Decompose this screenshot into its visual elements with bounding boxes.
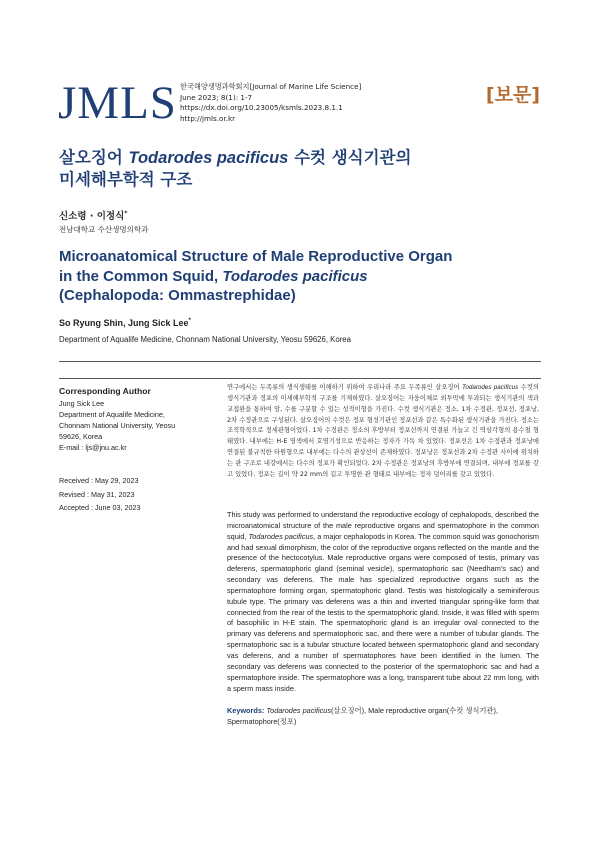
en-abs-p2: , a major cephalopods in Korea. The common squid was gonochorism and had sexual dimorphism, the color of the reproductive organs reflected on the mantle and the presence of the hectocotylus. Male reproductive organs were composed of testis, primary vas deferens, spermatophoric gland (seminal vesicle), spermatophoric sac (Needham's sac) and secondary vas deferens. The male has specialized reproductive organs such as the spermatophore forming organ, spermatophoric gland. Testis was histologically a seminiferous tubule type. The primary vas deferens was a thin and inverted triangular spring-like form that connected from the rear of the testis to the spermatophoric gland. Inside, it was filled with sperm of basophilic in H-E stain. The spermatophoric gland is an irregular oval connected to the primary vas deferens and spermatophoric sac, and there were a number of tubular glands. The spermatophoric sac is a tubular structure located between spermatophoric gland and secondary vas deferens, and a number of spermatophores have been identified in the lumen. The secondary vas deferens was connected to the posterior of the spermatophoric sac and had a spermatophore inside. The spermatophore was a long, transparent tube about 22 mm long, with a sperm mass inside.	[227, 531, 539, 693]
en-author-names: So Ryung Shin, Jung Sick Lee	[59, 318, 189, 328]
section-divider	[59, 361, 541, 362]
ko-title-species: Todarodes pacificus	[128, 149, 289, 167]
issue-info: June 2023; 8(1): 1-7	[180, 92, 253, 102]
ko-title-line2: 미세해부학적 구조	[59, 170, 193, 189]
dates-block	[59, 474, 141, 515]
korean-title	[59, 147, 411, 191]
en-title-species: Todarodes pacificus	[222, 267, 368, 285]
section-divider-2	[59, 378, 541, 379]
en-abs-species: Todarodes pacificus	[248, 531, 314, 541]
keywords-label: Keywords:	[227, 706, 265, 715]
revised-date: Revised : May 31, 2023	[59, 489, 135, 499]
ko-title-prefix: 살오징어	[59, 148, 129, 167]
journal-url[interactable]: http://jmls.or.kr	[180, 113, 236, 123]
journal-name: 한국해양생명과학회지[Journal of Marine Life Science]	[180, 82, 362, 91]
en-corresponding-mark: *	[188, 318, 191, 324]
journal-logo: JMLS	[58, 77, 177, 129]
accepted-date: Accepted : June 03, 2023	[59, 503, 141, 513]
corr-name: Jung Sick Lee	[59, 399, 105, 408]
correspondence-block	[59, 399, 175, 454]
ko-title-suffix: 수컷 생식기관의	[288, 148, 412, 167]
english-title	[59, 247, 452, 306]
corresponding-heading: Corresponding Author	[59, 386, 151, 396]
corr-dept: Department of Aqualife Medicine,	[59, 409, 165, 419]
ko-author-names: 신소령 · 이정식	[59, 211, 125, 222]
en-abs-p1: This study was performed to understand the reproductive ecology of cephalopods, described the microanatomical structure of the male reproductive organs and spermatophore in the common squid,	[227, 510, 539, 541]
english-affiliation: Department of Aqualife Medicine, Chonnam National University, Yeosu 59626, Korea	[59, 335, 351, 344]
ko-abs-p2: 수컷의 생식기관과 정포의 미세해부학적 구조를 기재하였다. 살오징어는 자웅이체로 외투막에 투과되는 생식기관의 색과 교접완을 통하여 암, 수를 구분할 수 있는 성적이형을 가진다. 수컷 생식기관은 정소, 1차 수정관, 정포선, 정포낭, 2차 수정관으로 구성된다. 살오징어의 수컷은 정포 형성기관인 정포선과 같은 특수화된 생식기관을 가진다. 정소는 조직학적으로 정세관형이었다. 1차 수정관은 정소의 후방부터 정포선까지 연결된 가늘고 긴 역삼각형의 용수철 형태였다. 내부에는 H-E 염색에서 호염기성으로 반응하는 정자가 가득 차 있었다. 정포선은 1차 수정관과 정포낭에 연결된 불규칙한 타원형으로 내부에는 다수의 관상선이 존재하였다. 정포낭은 정포선과 2차 수정관 사이에 위치하는 관 구조로 내강에서는 다수의 정포가 확인되었다. 2차 수정관은 정포낭의 후방부에 연결되며, 내부에 정포를 갖고 있었다. 정포는 길이 약 22 mm의 길고 투명한 관 형태로 내부에는 정자 덩어리를 갖고 있었다.	[227, 384, 539, 478]
korean-authors	[59, 208, 127, 222]
received-date: Received : May 29, 2023	[59, 476, 139, 485]
keyword-species: Todarodes pacificus	[266, 706, 331, 715]
en-title-line1: Microanatomical Structure of Male Reproductive Organ	[59, 248, 453, 265]
keywords	[227, 706, 539, 728]
english-authors	[59, 318, 191, 328]
ko-corresponding-mark: *	[124, 209, 128, 217]
ko-abs-p1: 연구에서는 두족류의 생식생태를 이해하기 위하여 우리나라 주요 두족류인 살오징어	[227, 384, 463, 391]
corr-univ: Chonnam National University, Yeosu	[59, 420, 176, 430]
journal-info	[180, 82, 361, 124]
corr-email[interactable]: E-mail : ljs@jnu.ac.kr	[59, 442, 127, 452]
korean-abstract	[227, 383, 539, 481]
en-title-line3: (Cephalopoda: Ommastrephidae)	[59, 287, 296, 304]
english-abstract	[227, 510, 539, 694]
keywords-rest: (살오징어), Male reproductive organ(수컷 생식기관), Spermatophore(정포)	[227, 706, 498, 726]
korean-affiliation: 전남대학교 수산생명의학과	[59, 225, 149, 234]
ko-abs-species: Todarodes pacificus	[462, 384, 519, 391]
article-type-tag: [보문]	[485, 84, 540, 106]
en-title-line2-prefix: in the Common Squid,	[59, 267, 223, 285]
doi-link[interactable]: https://dx.doi.org/10.23005/ksmls.2023.8.1.1	[180, 103, 343, 113]
corr-postal: 59626, Korea	[59, 431, 103, 441]
